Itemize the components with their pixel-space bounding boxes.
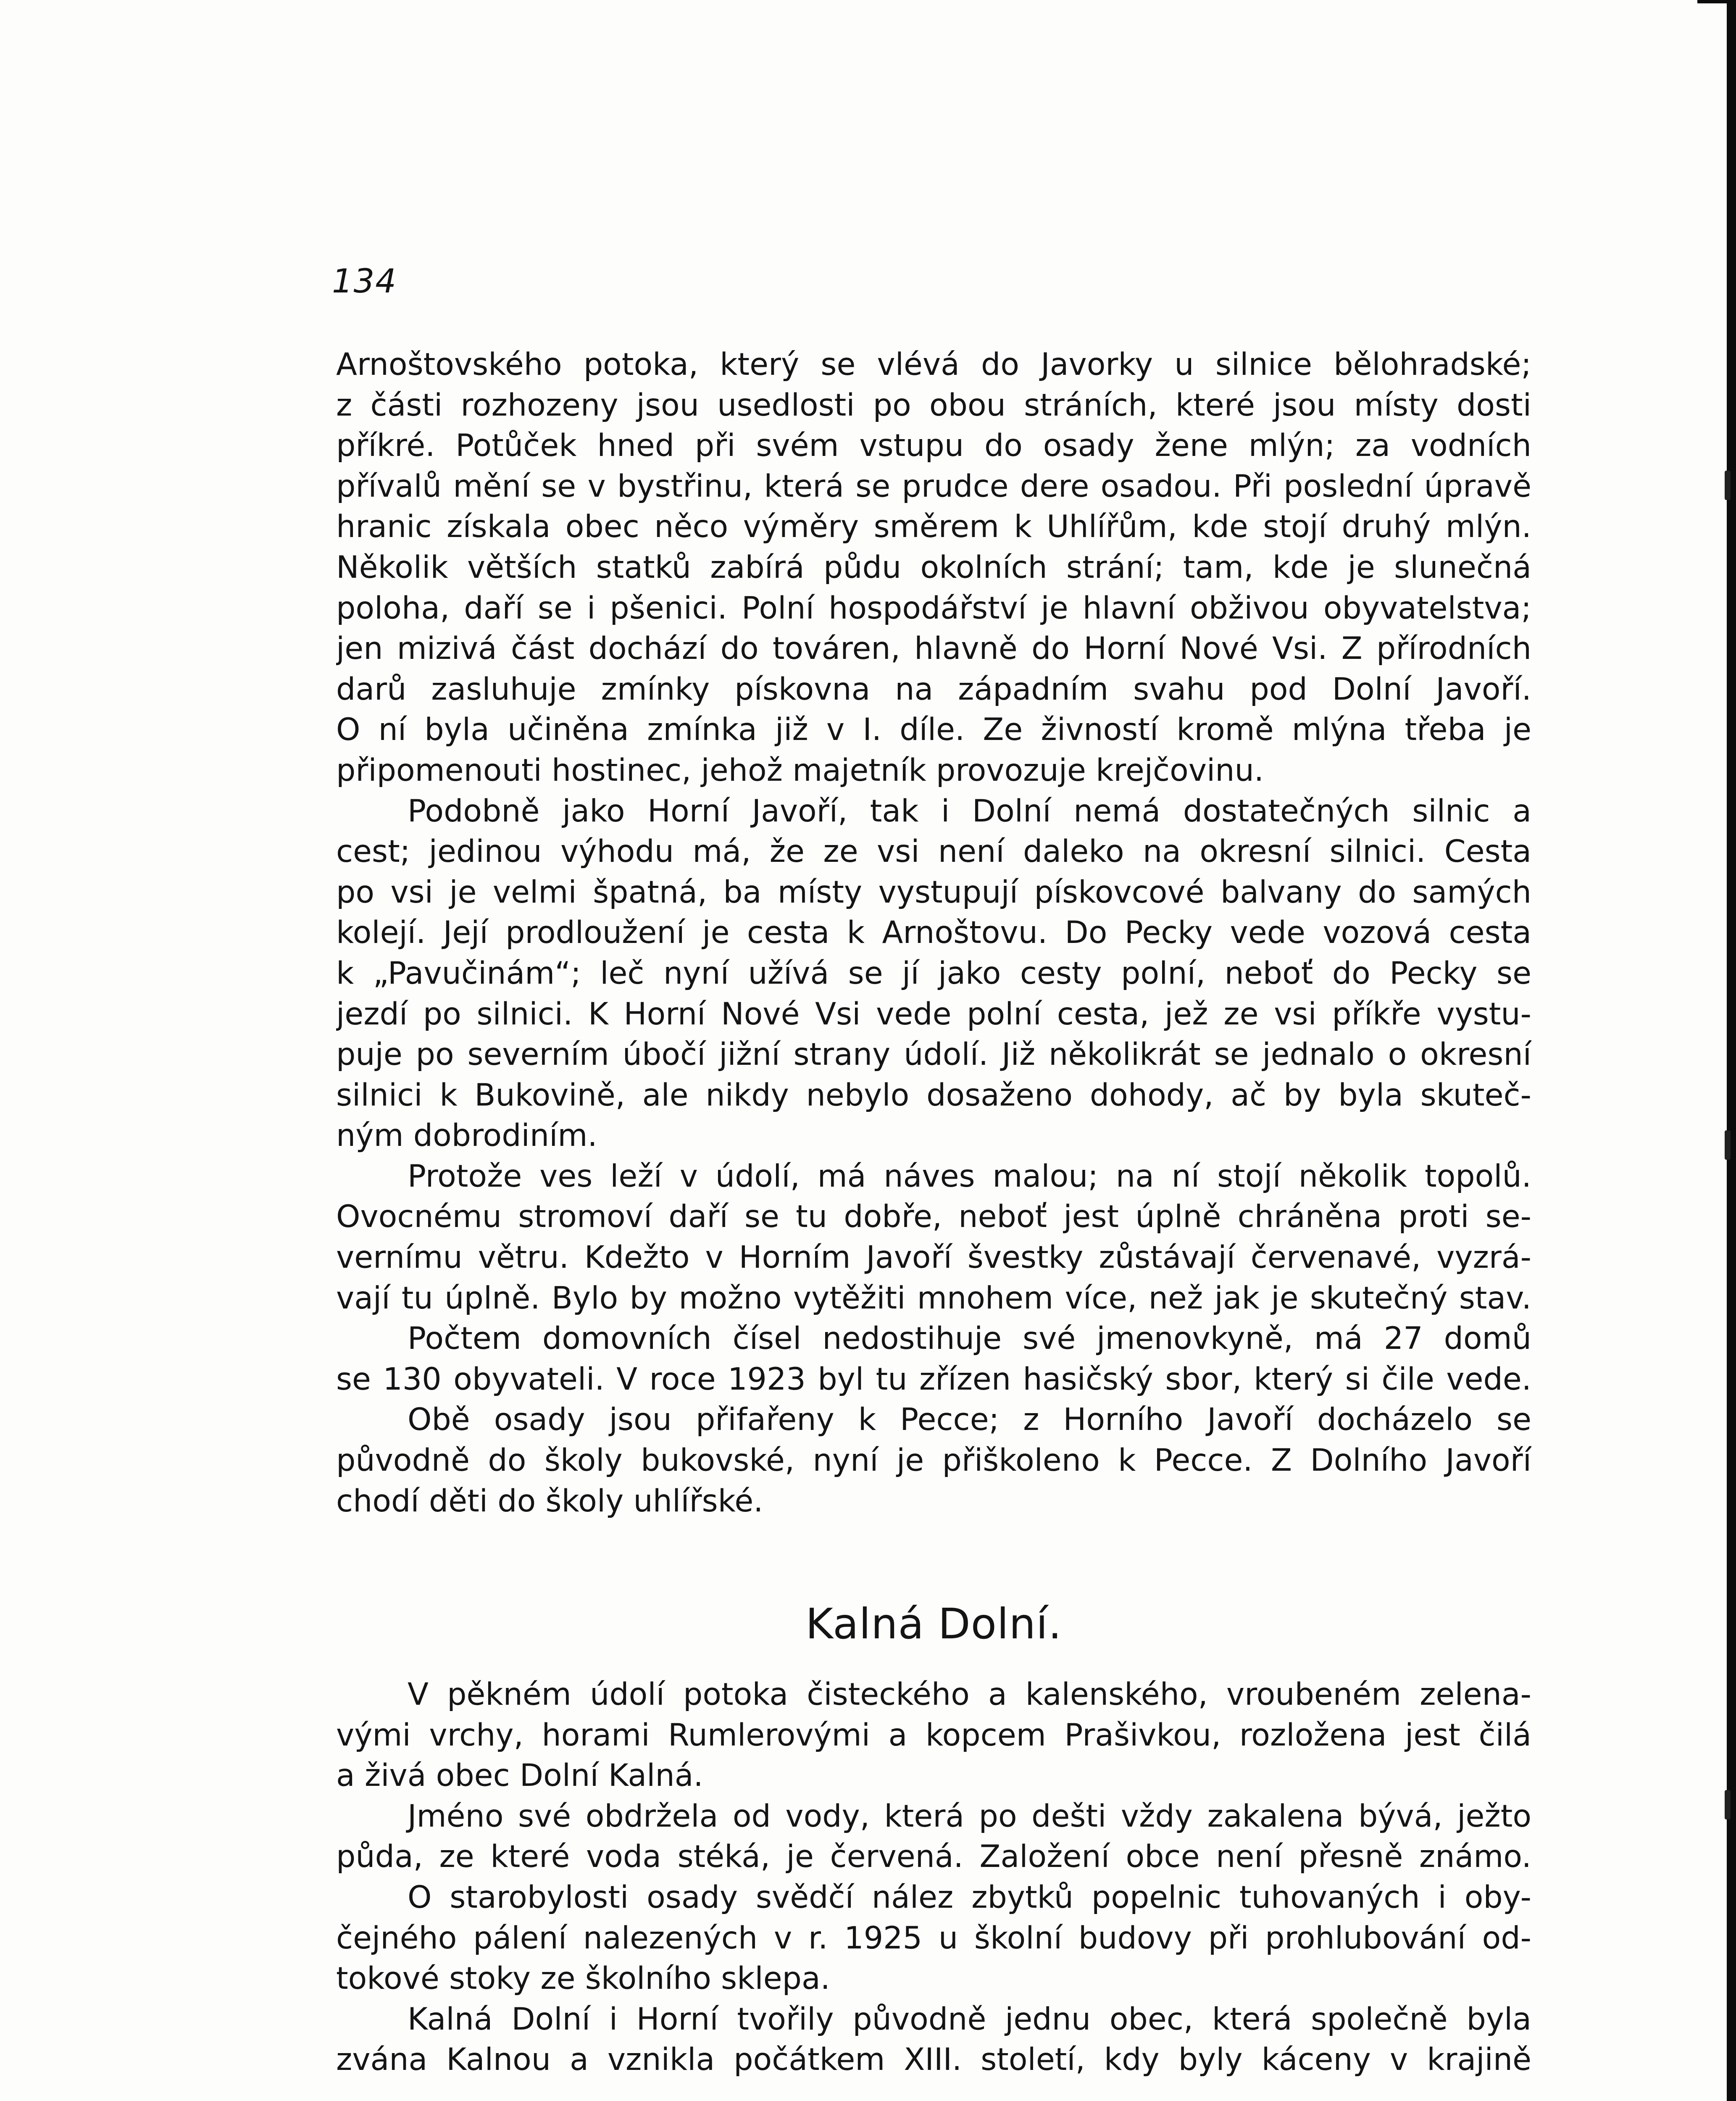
text-line: V pěkném údolí potoka čisteckého a kalenského, vroubeném zelena- <box>408 1677 1531 1712</box>
scan-speck <box>1725 471 1731 500</box>
text-line: po vsi je velmi špatná, ba místy vystupují pískovcové balvany do samých <box>336 874 1531 910</box>
text-line: poloha, daří se i pšenici. Polní hospodářství je hlavní obživou obyvatelstva; <box>336 590 1531 626</box>
text-line: kolejí. Její prodloužení je cesta k Arnoštovu. Do Pecky vede vozová cesta <box>336 915 1531 951</box>
body-text-section-1 <box>336 345 1531 1522</box>
text-line: Několik větších statků zabírá půdu okolních strání; tam, kde je slunečná <box>336 549 1531 585</box>
text-line: původně do školy bukovské, nyní je přiškoleno k Pecce. Z Dolního Javoří <box>336 1443 1531 1479</box>
text-line: vými vrchy, horami Rumlerovými a kopcem Prašivkou, rozložena jest čilá <box>336 1717 1531 1753</box>
text-line: darů zasluhuje zmínky pískovna na západním svahu pod Dolní Javoří. <box>336 671 1531 707</box>
text-line: puje po severním úbočí jižní strany údolí. Již několikrát se jednalo o okresní <box>336 1037 1531 1073</box>
text-line: vernímu větru. Kdežto v Horním Javoří švestky zůstávají červenavé, vyzrá- <box>336 1240 1531 1276</box>
body-text-section-2 <box>336 1674 1531 2080</box>
text-line: přívalů mění se v bystřinu, která se prudce dere osadou. Při poslední úpravě <box>336 468 1531 504</box>
text-line: a živá obec Dolní Kalná. <box>336 1758 703 1794</box>
text-line: ným dobrodiním. <box>336 1118 597 1154</box>
section-heading: Kalná Dolní. <box>805 1599 1062 1648</box>
text-line: cest; jedinou výhodu má, že ze vsi není daleko na okresní silnici. Cesta <box>336 834 1531 870</box>
text-line: hranic získala obec něco výměry směrem k Uhlířům, kde stojí druhý mlýn. <box>336 509 1531 545</box>
scan-border-right <box>1727 0 1736 2101</box>
text-line: O starobylosti osady svědčí nález zbytků popelnic tuhovaných i oby- <box>408 1879 1531 1915</box>
text-line: Podobně jako Horní Javoří, tak i Dolní nemá dostatečných silnic a <box>408 793 1531 829</box>
text-line: silnici k Bukovině, ale nikdy nebylo dosaženo dohody, ač by byla skuteč- <box>336 1077 1531 1113</box>
text-line: jezdí po silnici. K Horní Nové Vsi vede polní cesta, jež ze vsi příkře vystu- <box>336 996 1531 1032</box>
page-number: 134 <box>332 263 397 300</box>
text-line: se 130 obyvateli. V roce 1923 byl tu zřízen hasičský sbor, který si čile vede. <box>336 1361 1531 1397</box>
text-line: půda, ze které voda stéká, je červená. Založení obce není přesně známo. <box>336 1839 1531 1875</box>
text-line: Protože ves leží v údolí, má náves malou; na ní stojí několik topolů. <box>408 1158 1531 1194</box>
text-line: k „Pavučinám“; leč nyní užívá se jí jako cesty polní, neboť do Pecky se <box>336 955 1531 991</box>
text-line: Jméno své obdržela od vody, která po dešti vždy zakalena bývá, ježto <box>408 1798 1531 1834</box>
text-line: Arnoštovského potoka, který se vlévá do Javorky u silnice bělohradské; <box>336 347 1531 382</box>
scan-speck <box>1725 1130 1731 1160</box>
text-line: příkré. Potůček hned při svém vstupu do osady žene mlýn; za vodních <box>336 428 1531 464</box>
text-line: z části rozhozeny jsou usedlosti po obou stráních, které jsou místy dosti <box>336 387 1531 423</box>
text-line: O ní byla učiněna zmínka již v I. díle. Ze živností kromě mlýna třeba je <box>336 712 1531 748</box>
text-line: Počtem domovních čísel nedostihuje své jmenovkyně, má 27 domů <box>408 1321 1531 1357</box>
text-line: vají tu úplně. Bylo by možno vytěžiti mnohem více, než jak je skutečný stav. <box>336 1280 1531 1316</box>
text-line: připomenouti hostinec, jehož majetník provozuje krejčovinu. <box>336 752 1264 788</box>
text-line: zvána Kalnou a vznikla počátkem XIII. století, kdy byly káceny v krajině <box>336 2042 1531 2078</box>
text-line: Obě osady jsou přifařeny k Pecce; z Horního Javoří docházelo se <box>408 1402 1531 1438</box>
scan-speck <box>1725 1790 1731 1819</box>
text-line: Ovocnému stromoví daří se tu dobře, neboť jest úplně chráněna proti se- <box>336 1199 1531 1235</box>
text-line: čejného pálení nalezených v r. 1925 u školní budovy při prohlubování od- <box>336 1920 1531 1956</box>
text-line: chodí děti do školy uhlířské. <box>336 1483 763 1519</box>
text-line: Kalná Dolní i Horní tvořily původně jednu obec, která společně byla <box>408 2001 1531 2037</box>
text-line: jen mizivá část dochází do továren, hlavně do Horní Nové Vsi. Z přírodních <box>336 631 1531 667</box>
text-line: tokové stoky ze školního sklepa. <box>336 1961 830 1997</box>
